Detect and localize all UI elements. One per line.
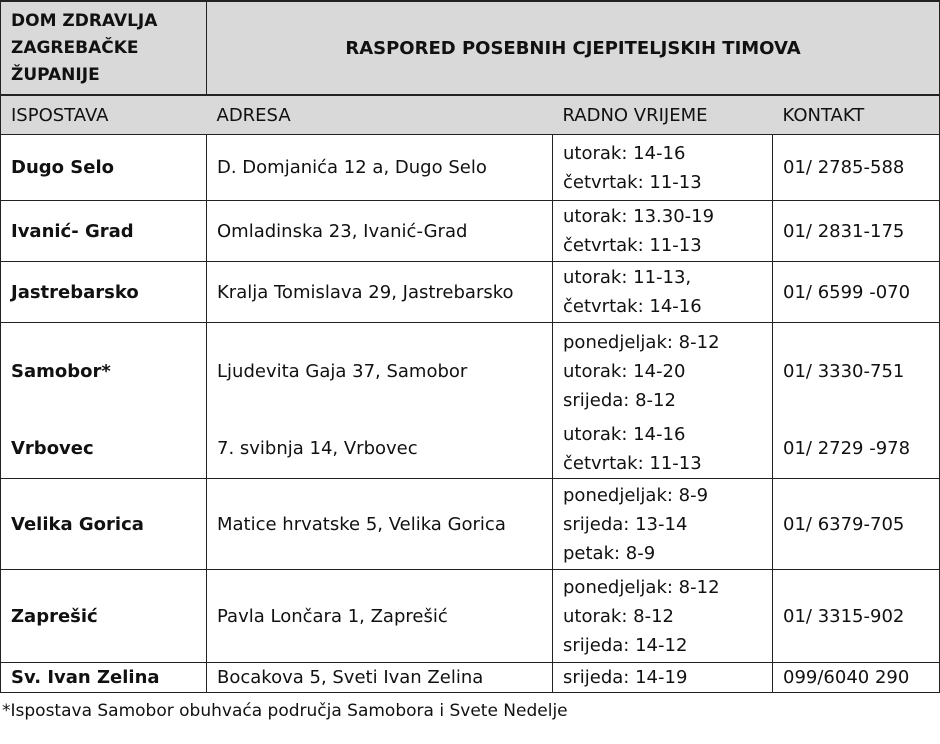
cell-adresa: Kralja Tomislava 29, Jastrebarsko <box>207 262 553 323</box>
hours-line: četvrtak: 11-13 <box>563 235 702 256</box>
hours-line: srijeda: 8-12 <box>563 389 676 411</box>
cell-radno-vrijeme <box>553 479 773 570</box>
column-header-row <box>1 95 940 135</box>
column-header-adresa: ADRESA <box>207 95 553 135</box>
header-row <box>1 1 940 95</box>
cell-radno-vrijeme <box>553 262 773 323</box>
cell-kontakt: 01/ 6599 -070 <box>773 262 940 323</box>
column-header-ispostava: ISPOSTAVA <box>1 95 207 135</box>
org-line: DOM ZDRAVLJA <box>11 10 158 31</box>
table-row <box>1 201 940 262</box>
table-row <box>1 135 940 201</box>
cell-radno-vrijeme <box>553 201 773 262</box>
footnote: *Ispostava Samobor obuhvaća područja Samobora i Svete Nedelje <box>2 701 568 721</box>
column-header-radno-vrijeme: RADNO VRIJEME <box>553 95 773 135</box>
hours-line: utorak: 14-20 <box>563 360 686 382</box>
hours-line: srijeda: 14-19 <box>563 667 688 688</box>
cell-kontakt: 099/6040 290 <box>773 663 940 693</box>
cell-adresa: Pavla Lončara 1, Zaprešić <box>207 570 553 663</box>
hours-line: utorak: 11-13, <box>563 267 692 288</box>
cell-kontakt: 01/ 3315-902 <box>773 570 940 663</box>
table-row <box>1 479 940 570</box>
cell-kontakt: 01/ 2785-588 <box>773 135 940 201</box>
hours-line: srijeda: 14-12 <box>563 634 688 656</box>
table-row <box>1 663 940 693</box>
cell-adresa: 7. svibnja 14, Vrbovec <box>207 420 553 479</box>
cell-ispostava: Vrbovec <box>1 420 207 479</box>
cell-radno-vrijeme <box>553 135 773 201</box>
cell-adresa: Bocakova 5, Sveti Ivan Zelina <box>207 663 553 693</box>
hours-line: srijeda: 13-14 <box>563 513 688 535</box>
hours-line: utorak: 13.30-19 <box>563 206 715 227</box>
org-line: ŽUPANIJE <box>11 64 100 85</box>
cell-radno-vrijeme <box>553 323 773 420</box>
cell-radno-vrijeme <box>553 420 773 479</box>
table-title: RASPORED POSEBNIH CJEPITELJSKIH TIMOVA <box>207 1 940 95</box>
hours-line: četvrtak: 11-13 <box>563 171 702 193</box>
table-body <box>1 135 940 693</box>
hours-line: ponedjeljak: 8-12 <box>563 576 720 598</box>
hours-line: četvrtak: 14-16 <box>563 296 702 317</box>
cell-ispostava: Ivanić- Grad <box>1 201 207 262</box>
cell-adresa: Matice hrvatske 5, Velika Gorica <box>207 479 553 570</box>
org-name <box>1 1 207 95</box>
cell-ispostava: Velika Gorica <box>1 479 207 570</box>
cell-ispostava: Zaprešić <box>1 570 207 663</box>
cell-adresa: Omladinska 23, Ivanić-Grad <box>207 201 553 262</box>
cell-kontakt: 01/ 2831-175 <box>773 201 940 262</box>
table-row <box>1 570 940 663</box>
hours-line: utorak: 8-12 <box>563 605 674 627</box>
hours-line: četvrtak: 11-13 <box>563 452 702 474</box>
cell-ispostava: Jastrebarsko <box>1 262 207 323</box>
hours-line: utorak: 14-16 <box>563 142 686 164</box>
hours-line: utorak: 14-16 <box>563 423 686 445</box>
cell-adresa: Ljudevita Gaja 37, Samobor <box>207 323 553 420</box>
table-row <box>1 262 940 323</box>
table-row <box>1 323 940 420</box>
table-row <box>1 420 940 479</box>
cell-kontakt: 01/ 6379-705 <box>773 479 940 570</box>
cell-ispostava: Samobor* <box>1 323 207 420</box>
cell-radno-vrijeme <box>553 663 773 693</box>
org-line: ZAGREBAČKE <box>11 37 139 58</box>
column-header-kontakt: KONTAKT <box>773 95 940 135</box>
cell-ispostava: Sv. Ivan Zelina <box>1 663 207 693</box>
cell-kontakt: 01/ 2729 -978 <box>773 420 940 479</box>
cell-adresa: D. Domjanića 12 a, Dugo Selo <box>207 135 553 201</box>
hours-line: ponedjeljak: 8-9 <box>563 484 709 506</box>
cell-ispostava: Dugo Selo <box>1 135 207 201</box>
cell-kontakt: 01/ 3330-751 <box>773 323 940 420</box>
cell-radno-vrijeme <box>553 570 773 663</box>
hours-line: petak: 8-9 <box>563 542 656 564</box>
hours-line: ponedjeljak: 8-12 <box>563 331 720 353</box>
